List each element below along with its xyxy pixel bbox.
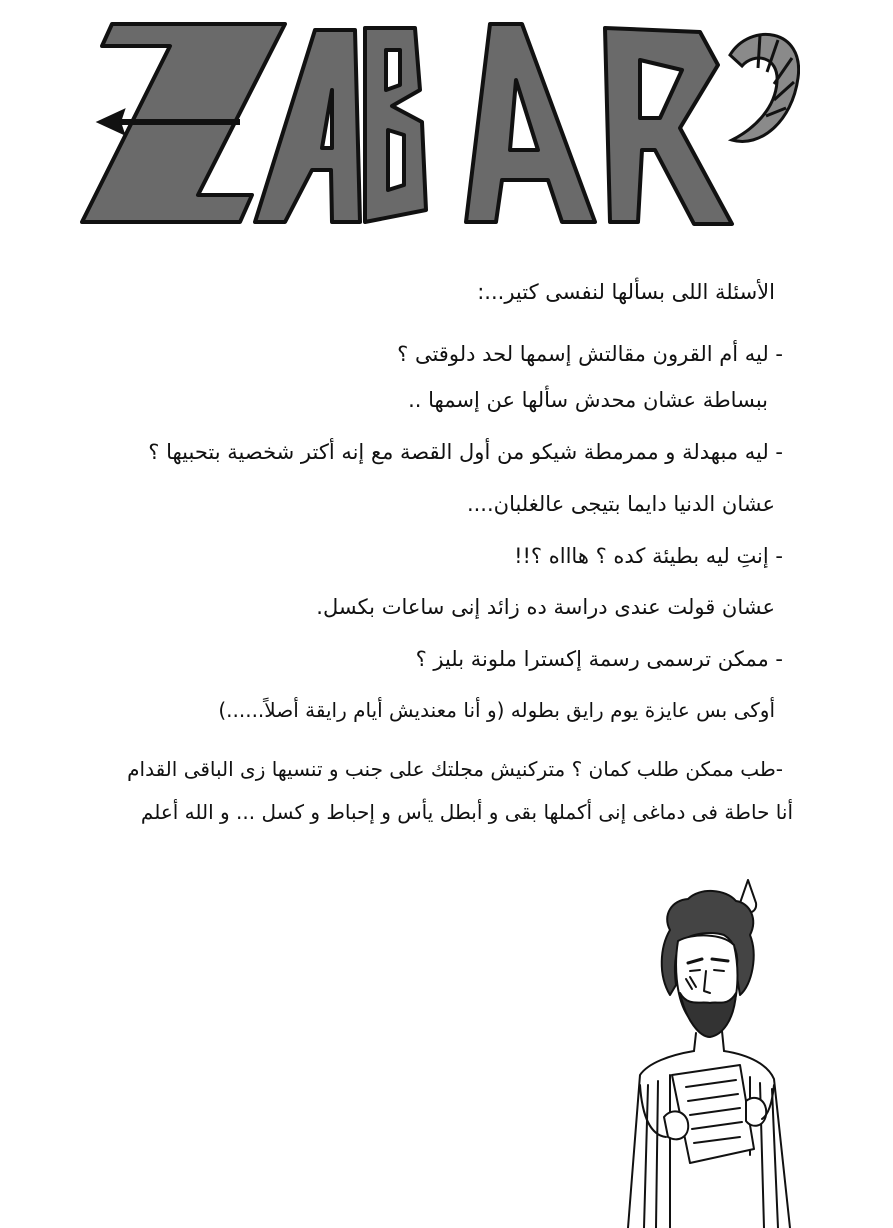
- closing-line-2: أنا حاطة فى دماغى إنى أكملها بقى و أبطل يأس و إحباط و كسل ... و الله أعلم: [140, 800, 793, 824]
- answer-1: ببساطة عشان محدش سألها عن إسمها ..: [408, 388, 768, 412]
- question-4: - ممكن ترسمى رسمة إكسترا ملونة بليز ؟: [415, 647, 783, 671]
- answer-4: أوكى بس عايزة يوم رايق بطوله (و أنا معنديش أيام رايقة أصلاً......): [218, 698, 775, 722]
- answer-2: عشان الدنيا دايما بتيجى عالغلبان....: [466, 492, 775, 516]
- questions-heading: الأسئلة اللى بسألها لنفسى كتير...:: [477, 280, 775, 304]
- character-drawing: [600, 875, 805, 1228]
- question-2: - ليه مبهدلة و ممرمطة شيكو من أول القصة مع إنه أكتر شخصية بتحبيها ؟: [148, 440, 783, 464]
- logo-letter-a1: [255, 30, 360, 222]
- logo-letter-b: [365, 28, 426, 222]
- logo-letter-a2: [466, 24, 595, 222]
- zabar-logo: [70, 10, 800, 235]
- closing-line-1: -طب ممكن طلب كمان ؟ متركنيش مجلتك على جنب و تنسيها زى الباقى القدام: [127, 757, 783, 781]
- horn-icon: [730, 34, 799, 141]
- question-3: - إنتِ ليه بطيئة كده ؟ هاااه ؟!!: [514, 544, 783, 568]
- answer-3: عشان قولت عندى دراسة ده زائد إنى ساعات بكسل.: [316, 595, 775, 619]
- logo-letter-r: [605, 28, 732, 224]
- question-1: - ليه أم القرون مقالتش إسمها لحد دلوقتى ؟: [397, 342, 783, 366]
